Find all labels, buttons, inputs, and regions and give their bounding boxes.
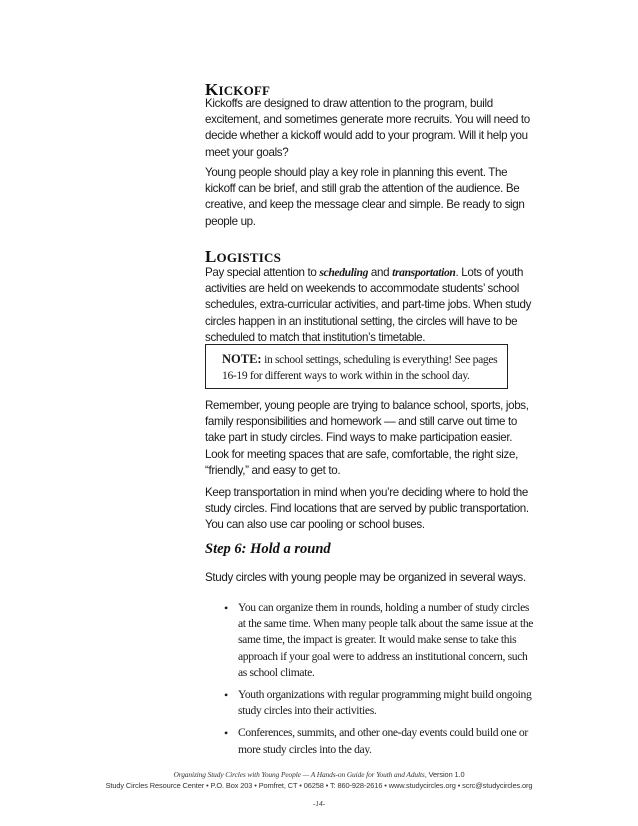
- step-6-heading: Step 6: Hold a round: [205, 541, 331, 557]
- emphasis-scheduling: scheduling: [319, 266, 369, 279]
- bullet-icon: •: [224, 688, 228, 703]
- footer-contact: Study Circles Resource Center • P.O. Box 203 • Pomfret, CT • 06258 • T: 860-928-2616 • www.studycircles.org • scrc@studycircles.org: [105, 781, 533, 790]
- page-number: -14-: [313, 799, 325, 808]
- step-6-bullet-list: [222, 600, 534, 764]
- logistics-paragraph-1: Pay special attention to scheduling and transportation. Lots of youth activities are held on weekends to accommodate students’ school schedules, extra-curricular activities, and part-time jobs. When study circles happen in an institutional setting, the circles will have to be scheduled to match that institution’s timetable.: [205, 266, 532, 344]
- note-box: [205, 344, 508, 389]
- step-6-intro: Study circles with young people may be organized in several ways.: [205, 571, 526, 584]
- list-item: • Conferences, summits, and other one-day events could build one or more study circles into the day.: [224, 726, 528, 756]
- list-item: • Youth organizations with regular programming might build ongoing study circles into their activities.: [224, 688, 532, 718]
- footer-title: Organizing Study Circles with Young People — A Hands-on Guide for Youth and Adults, Version 1.0: [173, 770, 465, 779]
- kickoff-paragraph-1: Kickoffs are designed to draw attention to the program, build excitement, and sometimes generate more recruits. You will need to decide whether a kickoff would add to your program. Will it help you meet your goals?: [205, 97, 530, 159]
- kickoff-paragraph-2: Young people should play a key role in planning this event. The kickoff can be brief, and still grab the attention of the audience. Be creative, and keep the message clear and simple. Be ready to sign people up.: [205, 166, 525, 228]
- logistics-paragraph-2: Remember, young people are trying to balance school, sports, jobs, family responsibilities and homework — and still carve out time to take part in study circles. Find ways to make participation easier. Look for meeting spaces that are safe, comfortable, the right size, “friendly,” and easy to get to.: [205, 399, 529, 477]
- bullet-icon: •: [224, 726, 228, 741]
- logistics-paragraph-3: Keep transportation in mind when you’re deciding where to hold the study circles. Find locations that are served by public transportation. You can also use car pooling or school buses.: [205, 486, 529, 532]
- note-label: NOTE:: [222, 352, 262, 366]
- note-text: in school settings, scheduling is everything! See pages 16-19 for different ways to work within in the school day.: [222, 353, 498, 383]
- bullet-icon: •: [224, 601, 228, 615]
- kickoff-heading: KICKOFF: [205, 80, 271, 99]
- emphasis-transportation: transportation: [392, 266, 456, 279]
- list-item: • You can organize them in rounds, holding a number of study circles at the same time. When many people talk about the same issue at the same time, the impact is greater. It would make sense to take this approach if your goal were to address an institutional concern, such as school climate.: [224, 601, 534, 679]
- logistics-heading: LOGISTICS: [205, 247, 282, 266]
